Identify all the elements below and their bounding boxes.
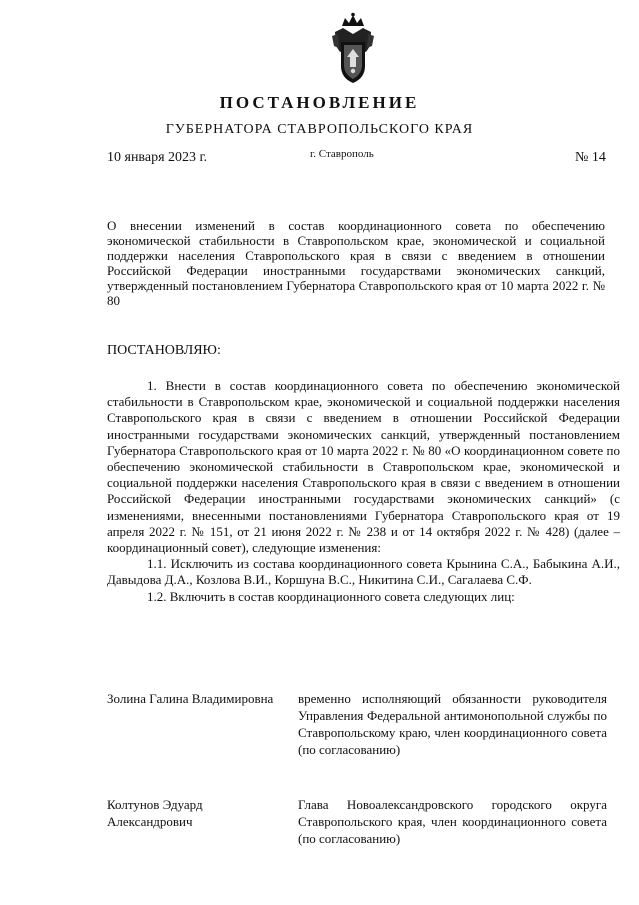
paragraph-1-2: 1.2. Включить в состав координационного совета следующих лиц: <box>147 588 515 604</box>
member-role: временно исполняющий обязанности руководителя Управления Федеральной антимонопольной службы по Ставропольскому краю, член координационного совета (по согласованию) <box>298 691 607 757</box>
issuing-authority: ГУБЕРНАТОРА СТАВРОПОЛЬСКОГО КРАЯ <box>165 122 474 137</box>
resolution-heading: ПОСТАНОВЛЯЮ: <box>107 343 221 358</box>
document-body <box>107 378 620 605</box>
member-role: Глава Новоалександровского городского округа Ставропольского края, член координационного совета (по согласованию) <box>298 797 607 846</box>
paragraph-1: 1. Внести в состав координационного совета по обеспечению экономической стабильности в Ставропольском крае, экономической и социальной поддержки населения Ставропольского края в связи с введением в отношении Российской Федерации иностранными государствами экономических санкций, утвержденный постановлением Губернатора Ставропольского края от 10 марта 2022 г. № 80 «О координационном совете по обеспечению экономической стабильности в Ставропольском крае, экономической и социальной поддержки населения Ставропольского края в связи с введением в отношении Российской Федерации иностранными государствами экономических санкций» (с изменениями, внесенными постановлениями Губернатора Ставропольского края от 19 апреля 2022 г. № 151, от 21 июня 2022 г. № 238 и от 14 октября 2022 г. № 428) (далее – координационный совет), следующие изменения: <box>107 378 620 556</box>
document-city: г. Ставрополь <box>310 148 374 160</box>
member-name: Золина Галина Владимировна <box>107 691 274 706</box>
document-number: № 14 <box>575 150 606 165</box>
document-subject: О внесении изменений в состав координационного совета по обеспечению экономической стабильности в Ставропольском крае, экономической и социальной поддержки населения Ставропольского края в связи с введением в отношении Российской Федерации иностранными государствами экономических санкций, утвержденный постановлением Губернатора Ставропольского края от 10 марта 2022 г. № 80 <box>107 218 605 308</box>
document-type-title: ПОСТАНОВЛЕНИЕ <box>219 93 420 112</box>
member-name: Колтунов Эдуард Александрович <box>107 797 203 829</box>
coat-of-arms-icon <box>330 12 376 86</box>
paragraph-1-1: 1.1. Исключить из состава координационного совета Крынина С.А., Бабыкина А.И., Давыдова Д.А., Козлова В.И., Коршуна В.С., Никитина С.И., Сагалаева С.Ф. <box>107 556 620 588</box>
document-date: 10 января 2023 г. <box>107 150 208 165</box>
